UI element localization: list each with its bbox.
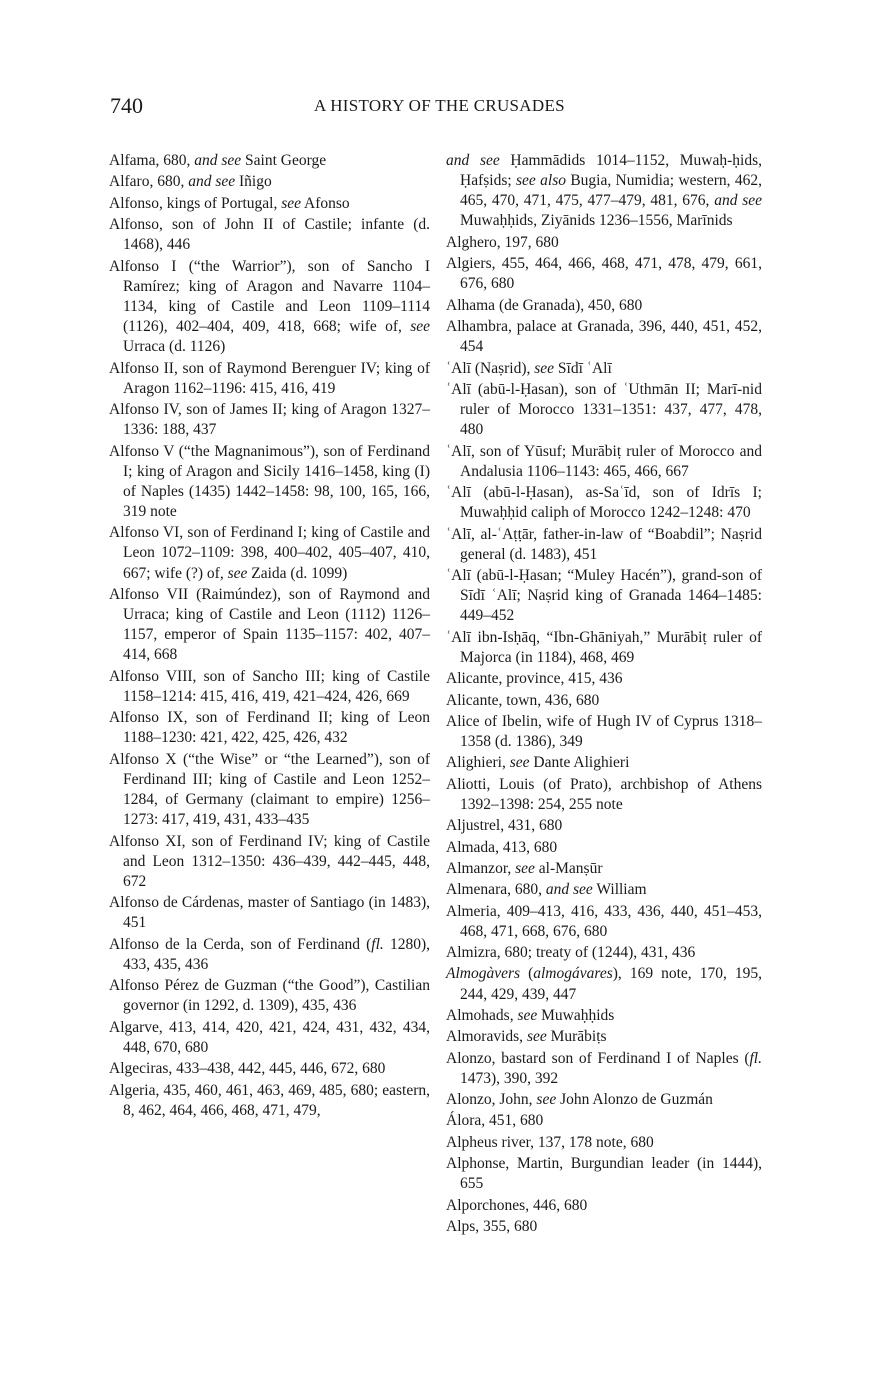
index-entry: Alonzo, bastard son of Ferdinand I of Naples (fl. 1473), 390, 392 bbox=[446, 1049, 762, 1087]
index-entry: Alfonso V (“the Magnanimous”), son of Ferdinand I; king of Aragon and Sicily 1416–1458, king (I) of Naples (1435) 1442–1458: 98, 100, 165, 166, 319 note bbox=[109, 442, 430, 520]
index-entry: Almeria, 409–413, 416, 433, 436, 440, 451–453, 468, 471, 668, 676, 680 bbox=[446, 902, 762, 940]
index-entry: Algiers, 455, 464, 466, 468, 471, 478, 479, 661, 676, 680 bbox=[446, 255, 762, 293]
index-entry: Alfonso VII (Raimúndez), son of Raymond and Urraca; king of Castile and Leon (1112) 1126–1157, emperor of Spain 1135–1157: 402, 407–414, 668 bbox=[109, 585, 430, 664]
index-entry: ʿAlī, al-ʿAṭṭār, father-in-law of “Boabdil”; Naṣrid general (d. 1483), 451 bbox=[446, 525, 762, 563]
index-entry: Álora, 451, 680 bbox=[446, 1112, 544, 1130]
index-entry: Alfonso, kings of Portugal, see Afonso bbox=[109, 194, 350, 212]
running-head: A HISTORY OF THE CRUSADES bbox=[314, 96, 565, 115]
index-column-left bbox=[109, 151, 430, 1122]
index-entry: Alighieri, see Dante Alighieri bbox=[446, 754, 630, 772]
index-entry: Alghero, 197, 680 bbox=[446, 233, 559, 251]
index-entry: Almenara, 680, and see William bbox=[446, 881, 647, 899]
index-entry: Almanzor, see al-Manṣūr bbox=[446, 859, 603, 877]
index-entry: Almada, 413, 680 bbox=[446, 838, 558, 856]
index-entry: Alfaro, 680, and see Iñigo bbox=[109, 173, 272, 191]
index-entry: Alpheus river, 137, 178 note, 680 bbox=[446, 1133, 654, 1151]
index-entry: Alfonso, son of John II of Castile; infante (d. 1468), 446 bbox=[109, 216, 430, 254]
index-entry: Alfonso IX, son of Ferdinand II; king of Leon 1188–1230: 421, 422, 425, 426, 432 bbox=[109, 709, 430, 747]
index-entry: Alporchones, 446, 680 bbox=[446, 1196, 588, 1214]
index-entry: Alfonso de Cárdenas, master of Santiago (in 1483), 451 bbox=[109, 894, 430, 932]
index-entry: ʿAlī (abū-l-Ḥasan), son of ʿUthmān II; Marī-nid ruler of Morocco 1331–1351: 437, 477, 478, 480 bbox=[446, 380, 762, 439]
index-entry: ʿAlī (abū-l-Ḥasan), as-Saʿīd, son of Idrīs I; Muwaḥḥid caliph of Morocco 1242–1248: 470 bbox=[446, 484, 762, 522]
index-entry: ʿAlī, son of Yūsuf; Murābiṭ ruler of Morocco and Andalusia 1106–1143: 465, 466, 667 bbox=[446, 442, 762, 480]
index-entry: ʿAlī (abū-l-Ḥasan; “Muley Hacén”), grand-son of Sīdī ʿAlī; Naṣrid king of Granada 1464–1485: 449–452 bbox=[446, 567, 762, 625]
index-entry: ʿAlī (Naṣrid), see Sīdī ʿAlī bbox=[446, 359, 612, 377]
index-entry: Alfonso XI, son of Ferdinand IV; king of Castile and Leon 1312–1350: 436–439, 442–445, 448, 672 bbox=[109, 832, 430, 890]
index-entry: and see Ḥammādids 1014–1152, Muwaḥ-ḥids, Ḥafṣids; see also Bugia, Numidia; western, 462, 465, 470, 471, 475, 477–479, 481, 676, and see Muwaḥḥids, Ziyānids 1236–1556, Marīnids bbox=[446, 152, 763, 230]
index-entry: Algarve, 413, 414, 420, 421, 424, 431, 432, 434, 448, 670, 680 bbox=[109, 1018, 430, 1056]
index-entry: Alps, 355, 680 bbox=[446, 1217, 538, 1235]
index-entry: Alonzo, John, see John Alonzo de Guzmán bbox=[446, 1091, 713, 1109]
index-entry: Almohads, see Muwaḥḥids bbox=[446, 1006, 615, 1024]
index-entry: Alfonso II, son of Raymond Berenguer IV; king of Aragon 1162–1196: 415, 416, 419 bbox=[109, 359, 430, 397]
index-entry: Alfonso VI, son of Ferdinand I; king of Castile and Leon 1072–1109: 398, 400–402, 405–407, 410, 667; wife (?) of, see Zaida (d. 1099) bbox=[109, 524, 430, 582]
index-entry: Alicante, province, 415, 436 bbox=[446, 670, 623, 688]
index-entry: Alhambra, palace at Granada, 396, 440, 451, 452, 454 bbox=[446, 318, 762, 356]
index-entry: Alfonso I (“the Warrior”), son of Sancho I Ramírez; king of Aragon and Navarre 1104–1134, king of Castile and Leon 1109–1114 (1126), 402–404, 409, 418, 668; wife of, see Urraca (d. 1126) bbox=[109, 257, 430, 356]
index-entry: Algeria, 435, 460, 461, 463, 469, 485, 680; eastern, 8, 462, 464, 466, 468, 471, 479, bbox=[109, 1081, 430, 1119]
index-entry: Almoravids, see Murābiṭs bbox=[446, 1028, 607, 1046]
index-entry: Alfonso VIII, son of Sancho III; king of Castile 1158–1214: 415, 416, 419, 421–424, 426, 669 bbox=[109, 667, 430, 705]
index-column-right bbox=[446, 151, 762, 1238]
index-entry: Aliotti, Louis (of Prato), archbishop of Athens 1392–1398: 254, 255 note bbox=[446, 775, 762, 813]
index-entry: Almogàvers (almogávares), 169 note, 170, 195, 244, 429, 439, 447 bbox=[446, 965, 762, 1003]
index-entry: Alphonse, Martin, Burgundian leader (in 1444), 655 bbox=[446, 1155, 762, 1193]
index-entry: Alice of Ibelin, wife of Hugh IV of Cyprus 1318–1358 (d. 1386), 349 bbox=[446, 712, 762, 750]
index-entry: Almizra, 680; treaty of (1244), 431, 436 bbox=[446, 944, 696, 962]
index-entry: Alfama, 680, and see Saint George bbox=[109, 152, 327, 169]
page-number: 740 bbox=[110, 93, 143, 118]
index-entry: Alhama (de Granada), 450, 680 bbox=[446, 296, 643, 314]
index-entry: ʿAlī ibn-Isḥāq, “Ibn-Ghāniyah,” Murābiṭ ruler of Majorca (in 1184), 468, 469 bbox=[446, 628, 762, 666]
index-entry: Alfonso Pérez de Guzman (“the Good”), Castilian governor (in 1292, d. 1309), 435, 436 bbox=[109, 977, 430, 1015]
index-entry: Alfonso X (“the Wise” or “the Learned”), son of Ferdinand III; king of Castile and Leon 1252–1284, of Germany (claimant to empire) 1256–1273: 417, 419, 431, 433–435 bbox=[109, 750, 430, 829]
index-entry: Algeciras, 433–438, 442, 445, 446, 672, 680 bbox=[109, 1060, 386, 1078]
index-entry: Alfonso IV, son of James II; king of Aragon 1327–1336: 188, 437 bbox=[109, 401, 430, 439]
index-entry: Alfonso de la Cerda, son of Ferdinand (fl. 1280), 433, 435, 436 bbox=[109, 935, 430, 973]
index-entry: Aljustrel, 431, 680 bbox=[446, 817, 563, 835]
index-entry: Alicante, town, 436, 680 bbox=[446, 691, 600, 709]
